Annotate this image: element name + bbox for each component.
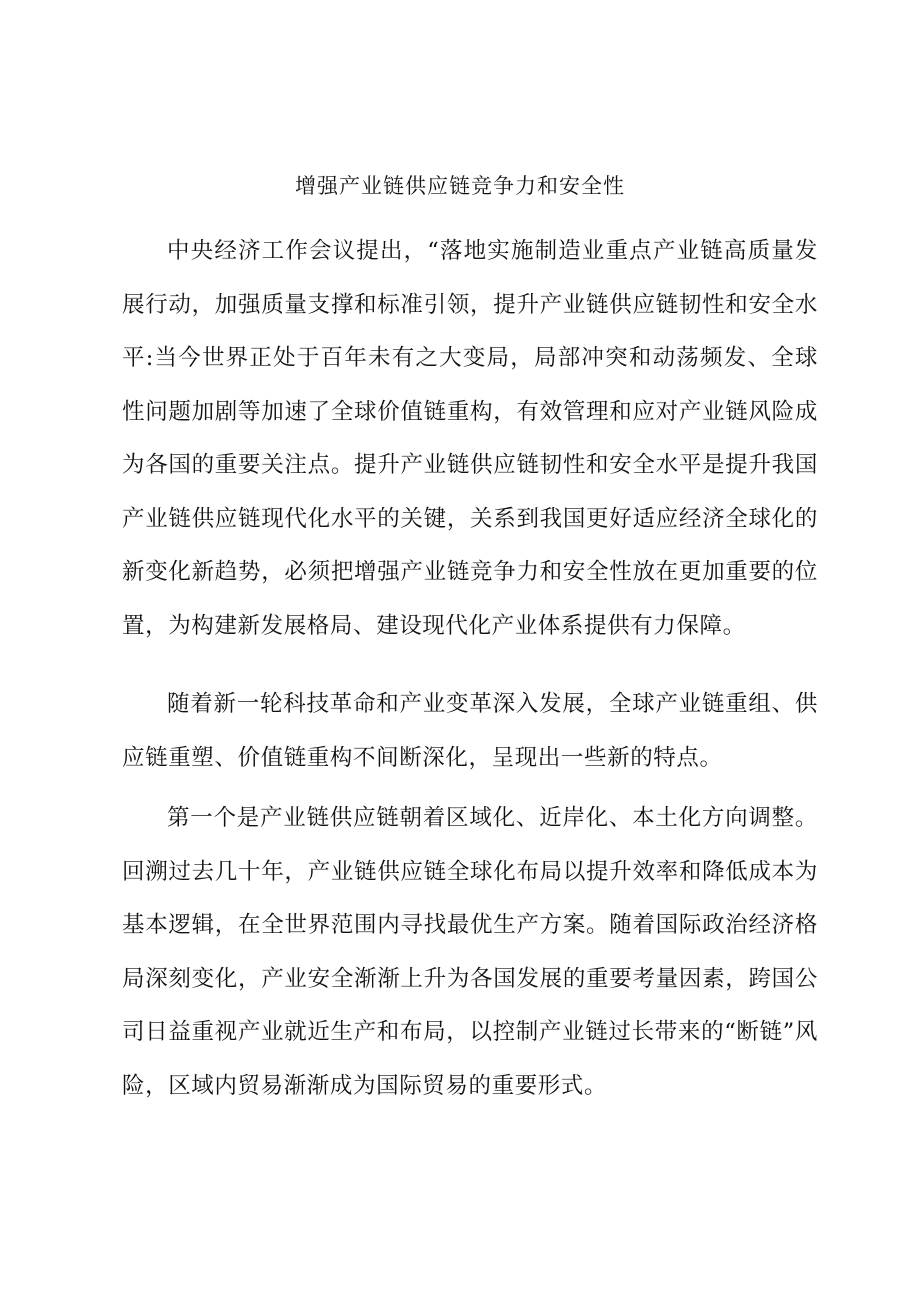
- paragraph-2: 随着新一轮科技革命和产业变革深入发展，全球产业链重组、供应链重塑、价值链重构不间断深化，呈现出一些新的特点。: [122, 691, 818, 771]
- paragraph-1: 中央经济工作会议提出，“落地实施制造业重点产业链高质量发展行动，加强质量支撑和标准引领，提升产业链供应链韧性和安全水平:当今世界正处于百年未有之大变局，局部冲突和动荡频发、全球性问题加剧等加速了全球价值链重构，有效管理和应对产业链风险成为各国的重要关注点。提升产业链供应链韧性和安全水平是提升我国产业链供应链现代化水平的关键，关系到我国更好适应经济全球化的新变化新趋势，必须把增强产业链竞争力和安全性放在更加重要的位置，为构建新发展格局、建设现代化产业体系提供有力保障。: [122, 238, 818, 639]
- document-title: 增强产业链供应链竞争力和安全性: [295, 174, 625, 198]
- paragraph-3: 第一个是产业链供应链朝着区域化、近岸化、本土化方向调整。回溯过去几十年，产业链供应链全球化布局以提升效率和降低成本为基本逻辑，在全世界范围内寻找最优生产方案。随着国际政治经济格局深刻变化，产业安全渐渐上升为各国发展的重要考量因素，跨国公司日益重视产业就近生产和布局，以控制产业链过长带来的“断链”风险，区域内贸易渐渐成为国际贸易的重要形式。: [122, 805, 818, 1099]
